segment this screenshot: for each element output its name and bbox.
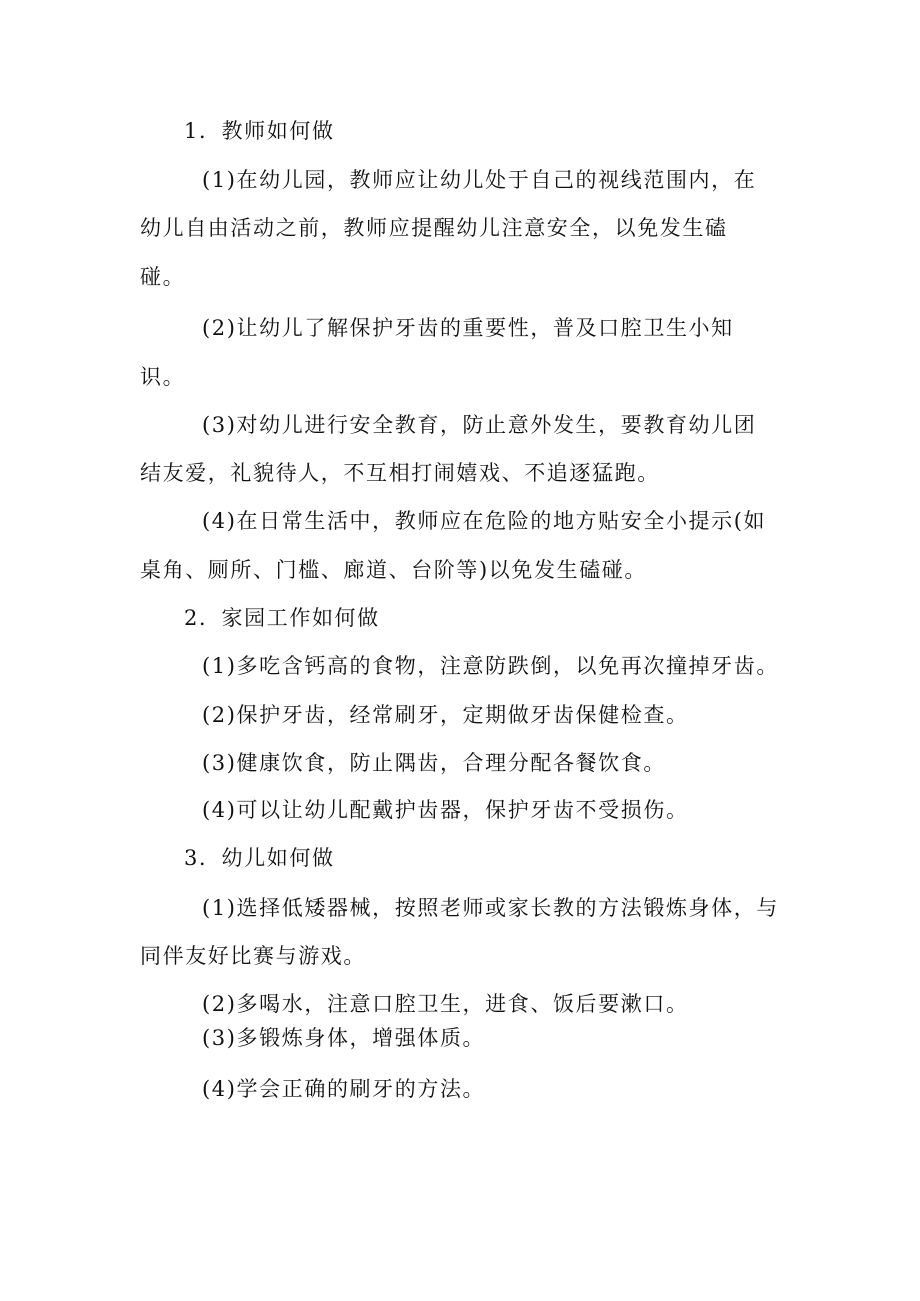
teacher-item-4-line-1: (4)在日常生活中，教师应在危险的地方贴安全小提示(如	[202, 509, 767, 533]
child-item-4: (4)学会正确的刷牙的方法。	[202, 1077, 486, 1101]
home-item-3: (3)健康饮食，防止隅齿，合理分配各餐饮食。	[202, 751, 666, 775]
teacher-item-2-line-2: 识。	[140, 365, 186, 389]
child-item-3: (3)多锻炼身体，增强体质。	[202, 1026, 486, 1050]
teacher-item-1-line-1: (1)在幼儿园，教师应让幼儿处于自己的视线范围内，在	[202, 168, 757, 192]
teacher-item-1-line-3: 碰。	[140, 265, 186, 289]
home-item-2: (2)保护牙齿，经常刷牙，定期做牙齿保健检查。	[202, 703, 689, 727]
home-item-1: (1)多吃含钙高的食物，注意防跌倒，以免再次撞掉牙齿。	[202, 654, 779, 678]
section-heading-child: 3．幼儿如何做	[184, 846, 335, 870]
teacher-item-1-line-2: 幼儿自由活动之前，教师应提醒幼儿注意安全，以免发生磕	[140, 216, 728, 240]
teacher-item-3-line-1: (3)对幼儿进行安全教育，防止意外发生，要教育幼儿团	[202, 413, 757, 437]
teacher-item-4-line-2: 桌角、厕所、门槛、廊道、台阶等)以免发生磕碰。	[140, 558, 647, 582]
child-item-1-line-1: (1)选择低矮器械，按照老师或家长教的方法锻炼身体，与	[202, 896, 779, 920]
teacher-item-2-line-1: (2)让幼儿了解保护牙齿的重要性，普及口腔卫生小知	[202, 316, 734, 340]
teacher-item-3-line-2: 结友爱，礼貌待人，不互相打闹嬉戏、不追逐猛跑。	[140, 461, 660, 485]
section-heading-home-school: 2．家园工作如何做	[184, 606, 380, 630]
section-heading-teacher: 1．教师如何做	[184, 119, 335, 143]
child-item-1-line-2: 同伴友好比赛与游戏。	[140, 944, 366, 968]
home-item-4: (4)可以让幼儿配戴护齿器，保护牙齿不受损伤。	[202, 798, 689, 822]
child-item-2: (2)多喝水，注意口腔卫生，进食、饭后要漱口。	[202, 992, 689, 1016]
